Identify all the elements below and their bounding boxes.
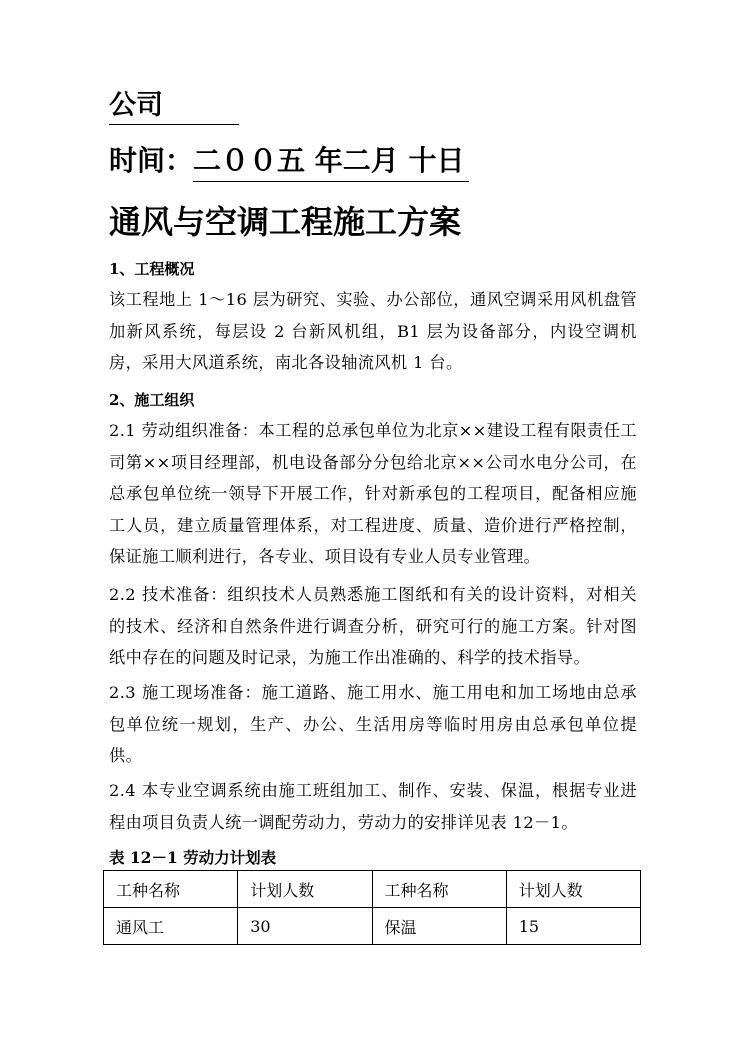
date-value: 二００五 年二月 十日 [193, 141, 469, 182]
section-heading-overview: 1、工程概况 [109, 260, 195, 278]
paragraph-hvac-crew: 2.4 本专业空调系统由施工班组加工、制作、安装、保温，根据专业进程由项目负责人统一调配劳动力，劳动力的安排详见表 12－1。 [109, 781, 637, 832]
paragraph-labor-prep: 2.1 劳动组织准备：本工程的总承包单位为北京××建设工程有限责任工司第××项目经理部，机电设备部分分包给北京××公司水电分公司，在总承包单位统一领导下开展工作，针对新承包的工程项目，配备相应施工人员，建立质量管理体系，对工程进度、质量、造价进行严格控制，保证施工顺利进行，各专业、项目设有专业人员专业管理。 [109, 421, 637, 566]
table-cell: 保温 [372, 908, 506, 945]
table-caption: 表 12－1 劳动力计划表 [109, 848, 277, 867]
company-name: 公司 [109, 88, 239, 125]
header-cell: 计划人数 [506, 871, 640, 908]
table-cell: 通风工 [104, 908, 238, 945]
header-cell: 工种名称 [104, 871, 238, 908]
header-cell: 计划人数 [238, 871, 372, 908]
paragraph-overview: 该工程地上 1～16 层为研究、实验、办公部位，通风空调采用风机盘管加新风系统，每层设 2 台新风机组，B1 层为设备部分，内设空调机房，采用大风道系统，南北各设轴流风机 1 台。 [109, 290, 637, 372]
document-title: 通风与空调工程施工方案 [109, 203, 462, 241]
table-row [104, 908, 641, 945]
header-cell: 工种名称 [372, 871, 506, 908]
table-cell: 15 [506, 908, 640, 945]
paragraph-tech-prep: 2.2 技术准备：组织技术人员熟悉施工图纸和有关的设计资料，对相关的技术、经济和自然条件进行调查分析，研究可行的施工方案。针对图纸中存在的问题及时记录，为施工作出准确的、科学的技术指导。 [109, 585, 637, 667]
date-line [109, 141, 469, 182]
table-cell: 30 [238, 908, 372, 945]
paragraph-site-prep: 2.3 施工现场准备：施工道路、施工用水、施工用电和加工场地由总承包单位统一规划，生产、办公、生活用房等临时用房由总承包单位提供。 [109, 683, 637, 765]
table-header-row [104, 871, 641, 908]
labor-plan-table [103, 870, 641, 945]
section-heading-organization: 2、施工组织 [109, 391, 195, 409]
date-label: 时间： [109, 144, 194, 177]
